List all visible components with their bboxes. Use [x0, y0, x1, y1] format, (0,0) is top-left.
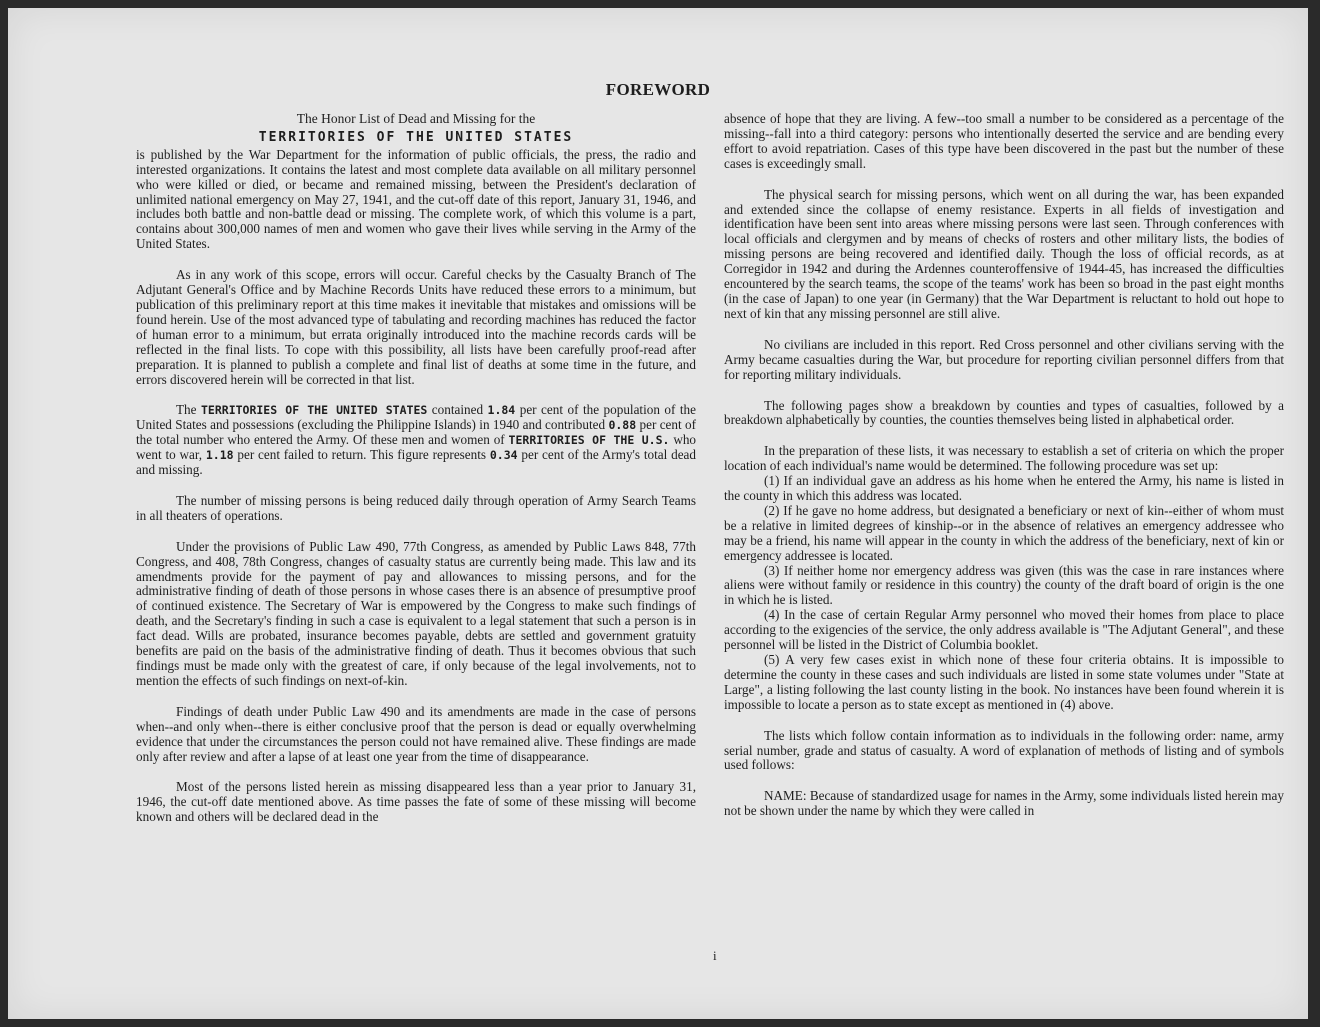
page-number: i	[713, 948, 717, 963]
failed-return-percent: 1.18	[205, 448, 234, 463]
paragraph: is published by the War Department for the information of public officials, the press, the radio and interested organizations. It contains the latest and most complete data available on all military personnel who were killed or died, or became and remained missing, between the President's declaration of unlimited national emergency on May 27, 1941, and the cut-off date of this report, January 31, 1946, and includes both battle and non-battle dead or missing. The complete work, of which this volume is a part, contains about 300,000 names of men and women who gave their lives while serving in the Army of the United States.	[136, 146, 696, 252]
criteria-item: (5) A very few cases exist in which none of these four criteria obtains. It is impossible to determine the county in these cases and such individuals are listed in some state volumes under "State at Large", a listing following the last county listing in the book. No instances have been found wherein it is impossible to locate a person as to state except as mentioned in (4) above.	[724, 652, 1284, 712]
paragraph: Under the provisions of Public Law 490, 77th Congress, as amended by Public Laws 848, 77th Congress, and 408, 78th Congress, changes of casualty status are currently being made. This law and its amendments provide for the payment of pay and allowances to missing persons, and for the administrative finding of death of those persons in whose cases there is an absence of presumptive proof of continued existence. The Secretary of War is empowered by the Congress to make such findings of death, and the Secretary's finding in such a case is equivalent to a legal statement that such a person is in fact dead. Wills are probated, insurance becomes payable, debts are settled and government gratuity benefits are paid on the basis of the administrative finding of death. Thus it becomes obvious that such findings must be made only with the greatest of care, if only because of the legal involvements, not to mention the effects of such findings on next-of-kin.	[136, 538, 696, 688]
paragraph: The physical search for missing persons, which went on all during the war, has been expanded and extended since the collapse of enemy resistance. Experts in all fields of investigation and identification have been sent into areas where missing persons were last seen. Through conferences with local officials and clergymen and by means of checks of rosters and other military lists, the bodies of missing persons are being recovered and identified daily. Though the loss of official records, as at Corregidor in 1942 and during the Ardennes counteroffensive of 1944-45, has increased the difficulties encountered by the search teams, the scope of the teams' work has been so broad in the past eight months (in the case of Japan) to one year (in Germany) that the War Department is reluctant to hold out hope to next of kin that any missing personnel are still alive.	[724, 186, 1284, 321]
title-line: The Honor List of Dead and Missing for the	[296, 111, 536, 126]
paragraph: The number of missing persons is being reduced daily through operation of Army Search Teams in all theaters of operations.	[136, 492, 696, 523]
region-name-short: TERRITORIES OF THE U.S.	[508, 433, 670, 448]
criteria-item: (2) If he gave no home address, but designated a beneficiary or next of kin--either of whom must be a relative in limited degrees of kinship--or in the absence of relatives an emergency addressee who may be a friend, his name will appear in the county in which the address of the beneficiary, next of kin or emergency addressee is located.	[724, 502, 1284, 563]
right-column	[724, 112, 1284, 819]
document-page	[8, 8, 1308, 1019]
paragraph: The lists which follow contain information as to individuals in the following order: name, army serial number, grade and status of casualty. A word of explanation of methods of listing and of symbols used follows:	[724, 727, 1284, 773]
paragraph: Most of the persons listed herein as missing disappeared less than a year prior to January 31, 1946, the cut-off date mentioned above. As time passes the fate of some of these missing will become known and others will be declared dead in the	[136, 779, 696, 825]
paragraph: NAME: Because of standardized usage for names in the Army, some individuals listed herein may not be shown under the name by which they were called in	[724, 788, 1284, 819]
statistics-paragraph: The TERRITORIES OF THE UNITED STATES contained 1.84 per cent of the population of the United States and possessions (excluding the Philippine Islands) in 1940 and contributed 0.88 per cent of the total number who entered the Army. Of these men and women of TERRITORIES OF THE U.S. who went to war, 1.18 per cent failed to return. This figure represents 0.34 per cent of the Army's total dead and missing.	[136, 402, 697, 478]
left-column	[136, 112, 696, 825]
paragraph: absence of hope that they are living. A few--too small a number to be considered as a percentage of the missing--fall into a third category: persons who intentionally deserted the service and are bending every effort to avoid repatriation. Cases of this type have been discovered in the past but the number of these cases is exceedingly small.	[724, 111, 1284, 171]
paragraph: No civilians are included in this report. Red Cross personnel and other civilians serving with the Army became casualties during the War, but procedure for reporting civilian personnel differs from that for reporting military individuals.	[724, 336, 1284, 382]
paragraph: In the preparation of these lists, it was necessary to establish a set of criteria on which the proper location of each individual's name would be determined. The following procedure was set up:	[724, 443, 1284, 474]
page-heading: FOREWORD	[605, 80, 711, 99]
region-name: TERRITORIES OF THE UNITED STATES	[201, 403, 428, 418]
paragraph: As in any work of this scope, errors will occur. Careful checks by the Casualty Branch of The Adjutant General's Office and by Machine Records Units have reduced these errors to a minimum, but publication of this preliminary report at this time makes it inevitable that mistakes and omissions will be found herein. Use of the most advanced type of tabulating and recording machines has reduced the factor of human error to a minimum, but errata originally introduced into the machine records cards will be reflected in the final lists. To cope with this possibility, all lists have been carefully proof-read after preparation. It is planned to publish a complete and final list of deaths at some time in the future, and errors discovered herein will be corrected in that list.	[136, 267, 696, 387]
population-percent: 1.84	[487, 403, 516, 418]
army-dead-percent: 0.34	[489, 448, 518, 463]
paragraph: Findings of death under Public Law 490 and its amendments are made in the case of persons when--and only when--there is either conclusive proof that the person is dead or equally overwhelming evidence that under the circumstances the person could not have remained alive. These findings are made only after review and after a lapse of at least one year from the time of disappearance.	[136, 703, 696, 764]
criteria-item: (3) If neither home nor emergency address was given (this was the case in rare instances where aliens were without family or residence in this country) the county of the draft board of origin is the one in which he is listed.	[724, 562, 1284, 608]
criteria-item: (1) If an individual gave an address as his home when he entered the Army, his name is listed in the county in which this address was located.	[724, 473, 1284, 504]
title-region: TERRITORIES OF THE UNITED STATES	[258, 129, 574, 145]
criteria-item: (4) In the case of certain Regular Army personnel who moved their homes from place to place according to the exigencies of the service, the only address available is "The Adjutant General", and these personnel will be listed in the District of Columbia booklet.	[724, 607, 1284, 653]
army-entry-percent: 0.88	[608, 418, 637, 433]
paragraph: The following pages show a breakdown by counties and types of casualties, followed by a breakdown alphabetically by counties, the counties themselves being listed in alphabetical order.	[724, 397, 1284, 428]
